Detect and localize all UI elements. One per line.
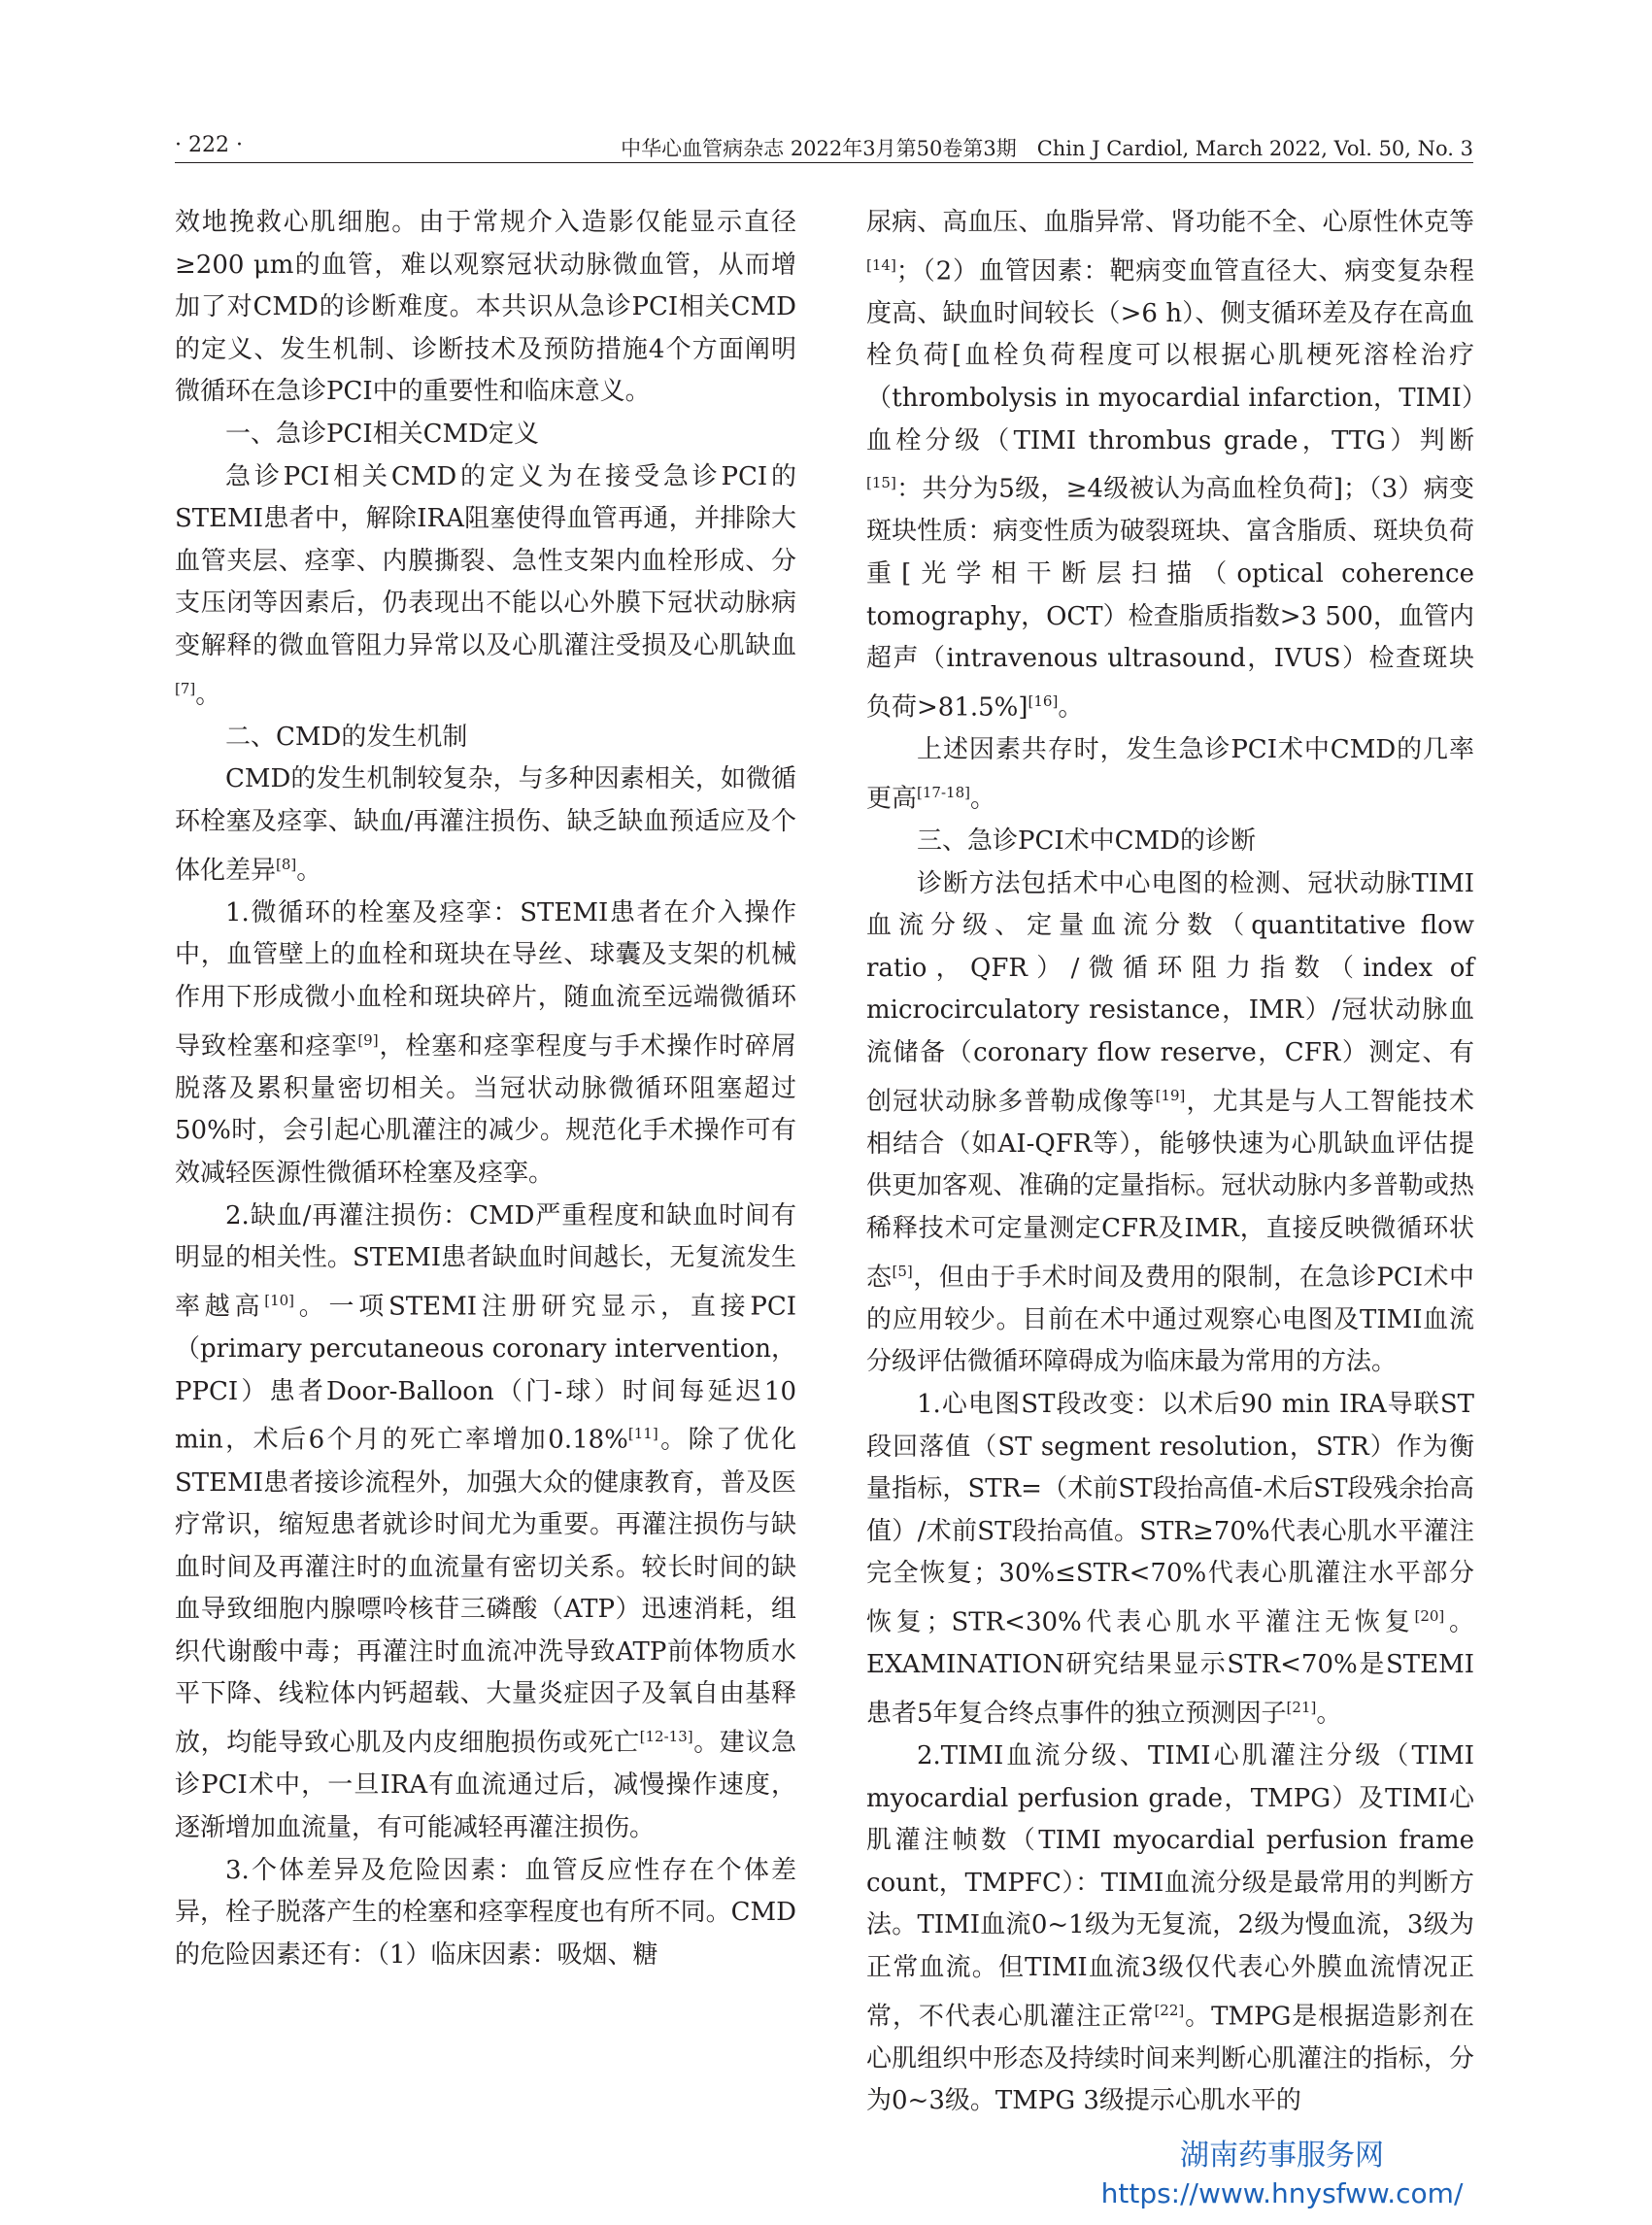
paragraph: 尿病、高血压、血脂异常、肾功能不全、心原性休克等[14]；（2）血管因素：靶病变血管直径大、病变复杂程度高、缺血时间较长（>6 h）、侧支循环差及存在高血栓负荷[血栓负荷程度可以根据心肌梗死溶栓治疗（thrombolysis in myocardial infarction，TIMI）血栓分级（TIMI thrombus grade，TTG）判断[15]：共分为5级，≥4级被认为高血栓负荷]；（3）病变斑块性质：病变性质为破裂斑块、富含脂质、斑块负荷重[光学相干断层扫描（optical coherence tomography，OCT）检查脂质指数>3 500，血管内超声（intravenous ultrasound，IVUS）检查斑块负荷>81.5%][16]。 — [866, 208, 1474, 723]
journal-citation: 中华心血管病杂志 2022年3月第50卷第3期 Chin J Cardiol, March 2022, Vol. 50, No. 3 — [621, 137, 1473, 160]
left-column — [175, 202, 796, 1976]
paragraph: CMD的发生机制较复杂，与多种因素相关，如微循环栓塞及痉挛、缺血/再灌注损伤、缺乏缺血预适应及个体化差异[8]。 — [175, 764, 796, 886]
paragraph: 效地挽救心肌细胞。由于常规介入造影仅能显示直径≥200 μm的血管，难以观察冠状动脉微血管，从而增加了对CMD的诊断难度。本共识从急诊PCI相关CMD的定义、发生机制、诊断技术及预防措施4个方面阐明微循环在急诊PCI中的重要性和临床意义。 — [175, 208, 796, 407]
citation-ref: [11] — [627, 1425, 658, 1443]
page-number: · 222 · — [175, 133, 243, 157]
running-header — [175, 129, 1473, 164]
citation-ref: [22] — [1154, 2001, 1185, 2019]
citation-ref: [8] — [276, 855, 297, 873]
citation-ref: [5] — [892, 1262, 913, 1280]
watermark-url[interactable]: https://www.hnysfww.com/ — [1100, 2177, 1464, 2209]
citation-ref: [10] — [264, 1291, 295, 1309]
citation-ref: [21] — [1286, 1698, 1317, 1716]
section-heading: 三、急诊PCI术中CMD的诊断 — [917, 826, 1257, 856]
section-heading: 二、CMD的发生机制 — [225, 722, 468, 752]
paragraph: 上述因素共存时，发生急诊PCI术中CMD的几率更高[17-18]。 — [866, 735, 1474, 814]
watermark — [1088, 2137, 1476, 2212]
citation-ref: [7] — [175, 679, 196, 697]
header-rule — [175, 162, 1473, 163]
citation-ref: [17-18] — [917, 783, 970, 801]
citation-ref: [20] — [1414, 1606, 1445, 1625]
watermark-site-name: 湖南药事服务网 — [1180, 2139, 1384, 2173]
section-heading: 一、急诊PCI相关CMD定义 — [225, 419, 540, 449]
citation-ref: [12-13] — [639, 1728, 693, 1746]
paragraph: 诊断方法包括术中心电图的检测、冠状动脉TIMI血流分级、定量血流分数（quantitative flow ratio，QFR）/微循环阻力指数（index of microcirculatory resistance，IMR）/冠状动脉血流储备（coronary flow reserve，CFR）测定、有创冠状动脉多普勒成像等[19]，尤其是与人工智能技术相结合（如AI-QFR等），能够快速为心肌缺血评估提供更加客观、准确的定量指标。冠状动脉内多普勒或热稀释技术可定量测定CFR及IMR，直接反映微循环状态[5]，但由于手术时间及费用的限制，在急诊PCI术中的应用较少。目前在术中通过观察心电图及TIMI血流分级评估微循环障碍成为临床最为常用的方法。 — [866, 868, 1474, 1377]
paragraph: 2.TIMI血流分级、TIMI心肌灌注分级（TIMI myocardial perfusion grade，TMPG）及TIMI心肌灌注帧数（TIMI myocardial perfusion frame count，TMPFC）：TIMI血流分级是最常用的判断方法。TIMI血流0~1级为无复流，2级为慢血流，3级为正常血流。但TIMI血流3级仅代表心外膜血流情况正常，不代表心肌灌注正常[22]。TMPG是根据造影剂在心肌组织中形态及持续时间来判断心肌灌注的指标，分为0~3级。TMPG 3级提示心肌水平的 — [866, 1741, 1474, 2116]
paragraph: 2.缺血/再灌注损伤：CMD严重程度和缺血时间有明显的相关性。STEMI患者缺血时间越长，无复流发生率越高[10]。一项STEMI注册研究显示，直接PCI（primary percutaneous coronary intervention，PPCI）患者Door-Balloon（门-球）时间每延迟10 min，术后6个月的死亡率增加0.18%[11]。除了优化STEMI患者接诊流程外，加强大众的健康教育，普及医疗常识，缩短患者就诊时间尤为重要。再灌注损伤与缺血时间及再灌注时的血流量有密切关系。较长时间的缺血导致细胞内腺嘌呤核苷三磷酸（ATP）迅速消耗，组织代谢酸中毒；再灌注时血流冲洗导致ATP前体物质水平下降、线粒体内钙超载、大量炎症因子及氧自由基释放，均能导致心肌及内皮细胞损伤或死亡[12-13]。建议急诊PCI术中，一旦IRA有血流通过后，减慢操作速度，逐渐增加血流量，有可能减轻再灌注损伤。 — [175, 1200, 797, 1842]
paragraph: 1.微循环的栓塞及痉挛：STEMI患者在介入操作中，血管壁上的血栓和斑块在导丝、球囊及支架的机械作用下形成微小血栓和斑块碎片，随血流至远端微循环导致栓塞和痉挛[9]，栓塞和痉挛程度与手术操作时碎屑脱落及累积量密切相关。当冠状动脉微循环阻塞超过50%时，会引起心肌灌注的减少。规范化手术操作可有效减轻医源性微循环栓塞及痉挛。 — [175, 897, 796, 1189]
citation-ref: [15] — [866, 474, 896, 492]
citation-ref: [9] — [357, 1030, 379, 1049]
right-column — [866, 202, 1474, 2123]
citation-ref: [14] — [866, 255, 896, 274]
paragraph: 急诊PCI相关CMD的定义为在接受急诊PCI的STEMI患者中，解除IRA阻塞使得血管再通，并排除大血管夹层、痉挛、内膜撕裂、急性支架内血栓形成、分支压闭等因素后，仍表现出不能以心外膜下冠状动脉病变解释的微血管阻力异常以及心肌灌注受损及心肌缺血[7]。 — [175, 461, 796, 710]
paragraph: 3.个体差异及危险因素：血管反应性存在个体差异，栓子脱落产生的栓塞和痉挛程度也有所不同。CMD的危险因素还有：（1）临床因素：吸烟、糖 — [175, 1855, 796, 1970]
citation-ref: [19] — [1155, 1086, 1186, 1104]
paragraph: 1.心电图ST段改变：以术后90 min IRA导联ST段回落值（ST segment resolution，STR）作为衡量指标，STR=（术前ST段抬高值-术后ST段残余抬高值）/术前ST段抬高值。STR≥70%代表心肌水平灌注完全恢复；30%≤STR<70%代表心肌灌注水平部分恢复；STR<30%代表心肌水平灌注无恢复[20]。EXAMINATION研究结果显示STR<70%是STEMI患者5年复合终点事件的独立预测因子[21]。 — [866, 1389, 1474, 1729]
citation-ref: [16] — [1028, 691, 1059, 710]
